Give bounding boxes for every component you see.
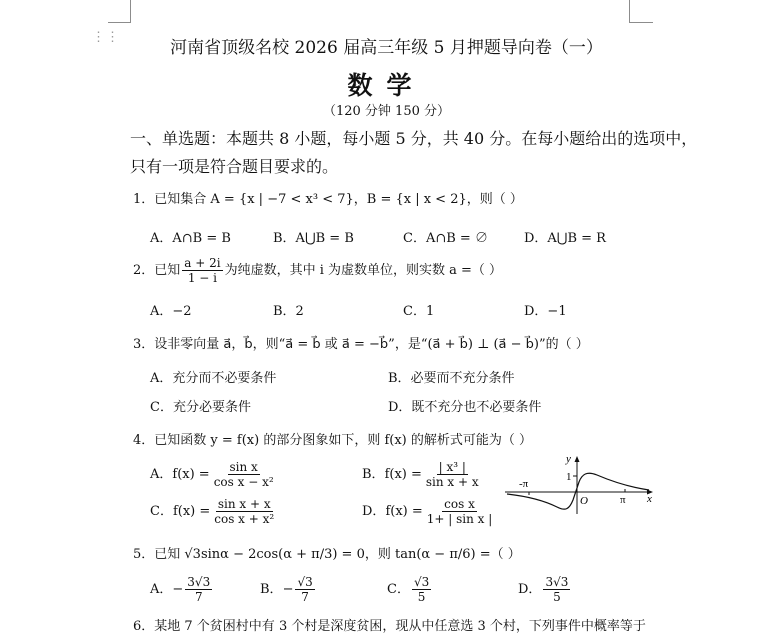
drag-handle-icon[interactable]: ⋮⋮ (92, 30, 120, 45)
question-4-option-d[interactable] (362, 497, 496, 526)
fraction-denominator: cos x − x² (213, 475, 274, 489)
fraction-numerator: | x³ | (438, 460, 466, 474)
option-fraction (412, 575, 431, 604)
question-3-option-c[interactable]: C．充分必要条件 (150, 400, 251, 415)
section-instructions-line-1: 一、单选题：本题共 8 小题，每小题 5 分，共 40 分。在每小题给出的选项中， (130, 129, 698, 148)
question-4-option-c[interactable] (150, 497, 278, 526)
question-2-option-b[interactable]: B．2 (273, 304, 304, 319)
option-label: A． (150, 582, 173, 597)
page-title: 数学 (347, 71, 426, 100)
fraction-numerator: sin x (229, 460, 258, 474)
question-6-stem: 6．某地 7 个贫困村中有 3 个村是深度贫困，现从中任意选 3 个村，下列事件中概率等于 (133, 619, 646, 634)
question-2-option-a[interactable]: A．−2 (150, 304, 192, 319)
fraction-numerator: cos x (444, 497, 475, 511)
x-tick-label-neg-pi: -π (519, 478, 529, 490)
crop-mark-right-horizontal (629, 22, 653, 23)
question-2-stem (133, 256, 502, 285)
question-2-prefix: 2．已知 (133, 263, 181, 278)
question-2-option-d[interactable]: D．−1 (524, 304, 567, 319)
crop-mark-left-vertical (130, 0, 131, 22)
x-axis-label: x (647, 493, 652, 505)
question-5-stem: 5．已知 √3sinα − 2cos(α + π/3) = 0，则 tan(α − π/6) =（ ） (133, 547, 521, 562)
option-label: C． (387, 582, 410, 597)
question-5-option-a[interactable] (150, 575, 214, 604)
option-label: D． (518, 582, 542, 597)
option-fraction (212, 497, 276, 526)
y-tick-label-1: 1 (566, 471, 572, 483)
fraction-numerator: √3 (297, 575, 313, 589)
crop-mark-right-vertical (629, 0, 630, 22)
option-label: A． (150, 467, 173, 482)
fraction-denominator: 7 (194, 590, 203, 604)
y-axis-label: y (566, 454, 571, 465)
question-3-option-b[interactable]: B．必要而不充分条件 (388, 371, 515, 386)
fraction-denominator: 7 (301, 590, 309, 604)
option-fraction (185, 575, 212, 604)
option-lhs: f(x) = (384, 467, 422, 482)
fraction-denominator: 5 (553, 590, 561, 604)
question-4-option-a[interactable] (150, 460, 278, 489)
option-fraction (543, 575, 570, 604)
function-graph (503, 454, 655, 516)
exam-header: 河南省顶级名校 2026 届高三年级 5 月押题导向卷（一） (170, 38, 603, 58)
option-fraction (212, 460, 276, 489)
question-4-stem: 4．已知函数 y = f(x) 的部分图象如下，则 f(x) 的解析式可能为（ ） (133, 433, 533, 448)
question-5-option-c[interactable] (387, 575, 433, 604)
function-curve (507, 473, 649, 509)
option-label: B． (260, 582, 283, 597)
option-fraction (424, 460, 481, 489)
question-3-option-a[interactable]: A．充分而不必要条件 (150, 371, 277, 386)
option-sign: − (172, 582, 184, 597)
fraction-numerator: a + 2i (184, 256, 221, 270)
x-tick-label-pi: π (620, 494, 626, 506)
question-1-option-d[interactable]: D．A⋃B = R (524, 231, 606, 246)
fraction-denominator: 5 (417, 590, 426, 604)
exam-duration-score: （120 分钟 150 分） (322, 104, 451, 119)
section-instructions-line-2: 只有一项是符合题目要求的。 (130, 157, 339, 176)
y-axis-arrow (575, 456, 580, 462)
fraction-denominator: 1 − i (187, 271, 218, 285)
option-fraction (425, 497, 495, 526)
question-4-option-b[interactable] (362, 460, 483, 489)
option-lhs: f(x) = (172, 504, 211, 519)
question-5-option-b[interactable] (260, 575, 317, 604)
question-3-stem: 3．设非零向量 a⃗，b⃗，则“a⃗ = b⃗ 或 a⃗ = −b⃗”，是“(a⃗ + b⃗) ⊥ (a⃗ − b⃗)”的（ ） (133, 337, 589, 352)
fraction-denominator: 1+ | sin x | (426, 512, 493, 526)
crop-mark-left-horizontal (108, 22, 131, 23)
fraction-numerator: 3√3 (187, 575, 211, 589)
fraction-numerator: sin x + x (217, 497, 271, 511)
question-2-option-c[interactable]: C．1 (403, 304, 435, 319)
question-1-stem: 1．已知集合 A = {x | −7 < x³ < 7}，B = {x | x < 2}，则（ ） (133, 192, 523, 207)
fraction-denominator: cos x + x² (214, 512, 275, 526)
option-sign: − (282, 582, 294, 597)
fraction-numerator: √3 (413, 575, 430, 589)
option-lhs: f(x) = (385, 504, 423, 519)
question-1-option-a[interactable]: A．A∩B = B (150, 231, 231, 246)
question-3-option-d[interactable]: D．既不充分也不必要条件 (388, 400, 542, 415)
option-label: D． (362, 504, 386, 519)
question-2-fraction (182, 256, 222, 285)
fraction-denominator: sin x + x (425, 475, 479, 489)
option-lhs: f(x) = (172, 467, 210, 482)
option-fraction (295, 575, 314, 604)
question-1-option-c[interactable]: C．A∩B = ∅ (403, 231, 488, 246)
option-label: C． (150, 504, 173, 519)
origin-label: O (580, 495, 588, 507)
question-2-suffix: 为纯虚数，其中 i 为虚数单位，则实数 a =（ ） (224, 263, 503, 278)
fraction-numerator: 3√3 (545, 575, 569, 589)
option-label: B． (362, 467, 385, 482)
question-1-option-b[interactable]: B．A⋃B = B (273, 231, 354, 246)
question-5-option-d[interactable] (518, 575, 572, 604)
